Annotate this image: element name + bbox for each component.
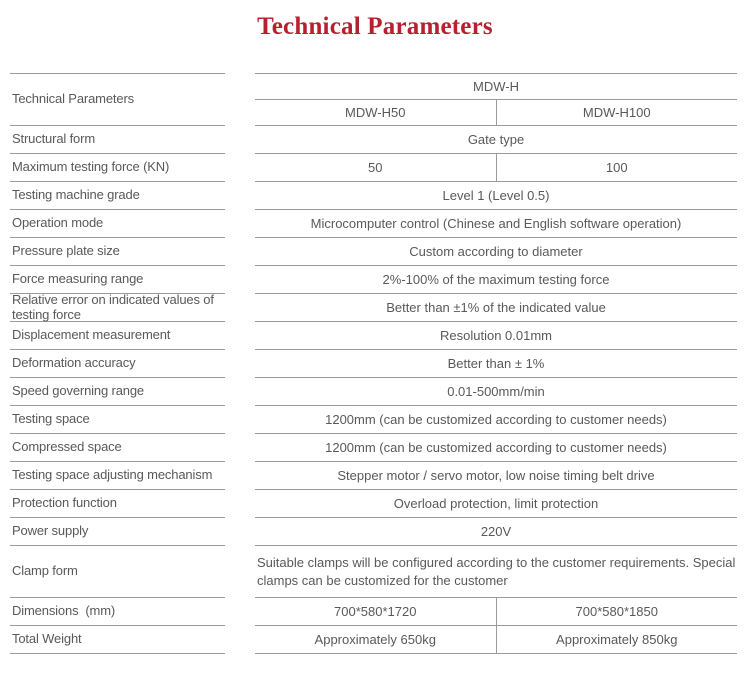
param-value: Better than ± 1% <box>255 350 737 378</box>
param-values <box>255 626 737 654</box>
param-label: Testing space adjusting mechanism <box>10 462 225 490</box>
column-gap <box>225 126 255 154</box>
column-gap <box>225 626 255 654</box>
page-title: Technical Parameters <box>257 13 493 40</box>
param-value: 220V <box>255 518 737 546</box>
table-row <box>10 406 737 434</box>
column-gap <box>225 350 255 378</box>
table-row <box>10 490 737 518</box>
param-value: 700*580*1720 <box>255 598 497 625</box>
param-value: Better than ±1% of the indicated value <box>255 294 737 322</box>
spec-table <box>10 73 737 654</box>
param-value: Approximately 650kg <box>255 626 497 653</box>
column-gap <box>225 266 255 294</box>
table-row <box>10 322 737 350</box>
param-label: Displacement measurement <box>10 322 225 350</box>
param-value: 1200mm (can be customized according to customer needs) <box>255 434 737 462</box>
param-values <box>255 598 737 626</box>
table-row <box>10 518 737 546</box>
column-gap <box>225 238 255 266</box>
table-row <box>10 238 737 266</box>
param-label: Speed governing range <box>10 378 225 406</box>
table-header-row <box>10 73 737 126</box>
param-value: Gate type <box>255 126 737 154</box>
column-gap <box>225 406 255 434</box>
column-gap <box>225 294 255 322</box>
param-value: 1200mm (can be customized according to customer needs) <box>255 406 737 434</box>
table-row <box>10 210 737 238</box>
column-gap <box>225 598 255 626</box>
param-value: 100 <box>605 160 628 175</box>
header-left-label: Technical Parameters <box>10 73 225 126</box>
param-value: Level 1 (Level 0.5) <box>255 182 737 210</box>
table-row <box>10 350 737 378</box>
table-row <box>10 291 737 322</box>
table-body <box>10 126 737 654</box>
column-gap <box>225 182 255 210</box>
table-row <box>10 126 737 154</box>
column-gap <box>225 434 255 462</box>
column-gap <box>225 154 255 182</box>
param-label: Testing machine grade <box>10 182 225 210</box>
column-gap <box>225 73 255 126</box>
param-label: Structural form <box>10 126 225 154</box>
table-row <box>10 626 737 654</box>
model-mdw-h50: MDW-H50 <box>255 100 497 125</box>
param-label: Protection function <box>10 490 225 518</box>
column-gap <box>225 322 255 350</box>
table-row <box>10 462 737 490</box>
param-label: Total Weight <box>10 626 225 654</box>
table-row <box>10 266 737 294</box>
param-label: Testing space <box>10 406 225 434</box>
column-gap <box>225 210 255 238</box>
column-gap <box>225 462 255 490</box>
param-value: Stepper motor / servo motor, low noise timing belt drive <box>255 462 737 490</box>
param-label: Relative error on indicated values of testing force <box>10 294 225 322</box>
table-row <box>10 434 737 462</box>
param-value: Custom according to diameter <box>255 238 737 266</box>
param-label: Operation mode <box>10 210 225 238</box>
column-gap <box>225 546 255 598</box>
table-row <box>10 378 737 406</box>
param-value: 700*580*1850 <box>575 604 658 619</box>
table-row <box>10 182 737 210</box>
column-gap <box>225 378 255 406</box>
param-value: Approximately 850kg <box>556 632 678 647</box>
param-value: Overload protection, limit protection <box>255 490 737 518</box>
model-mdw-h100: MDW-H100 <box>582 105 651 120</box>
param-value: Resolution 0.01mm <box>255 322 737 350</box>
param-label: Force measuring range <box>10 266 225 294</box>
column-gap <box>225 490 255 518</box>
param-label: Compressed space <box>10 434 225 462</box>
param-label: Dimensions (mm) <box>10 598 225 626</box>
header-values <box>255 73 737 126</box>
param-value: 2%-100% of the maximum testing force <box>255 266 737 294</box>
param-value: Microcomputer control (Chinese and English software operation) <box>255 210 737 238</box>
table-row <box>10 598 737 626</box>
model-columns <box>255 100 737 125</box>
param-value: 50 <box>255 154 497 181</box>
table-row <box>10 546 737 598</box>
param-label: Maximum testing force (KN) <box>10 154 225 182</box>
param-value: 0.01-500mm/min <box>255 378 737 406</box>
column-gap <box>225 518 255 546</box>
param-label: Deformation accuracy <box>10 350 225 378</box>
param-values <box>255 154 737 182</box>
series-name: MDW-H <box>255 74 737 100</box>
param-label: Clamp form <box>10 546 225 598</box>
param-label: Pressure plate size <box>10 238 225 266</box>
param-value: Suitable clamps will be configured according to the customer requirements. Special clamps can be customized for the customer <box>255 546 737 598</box>
table-row <box>10 154 737 182</box>
param-label: Power supply <box>10 518 225 546</box>
